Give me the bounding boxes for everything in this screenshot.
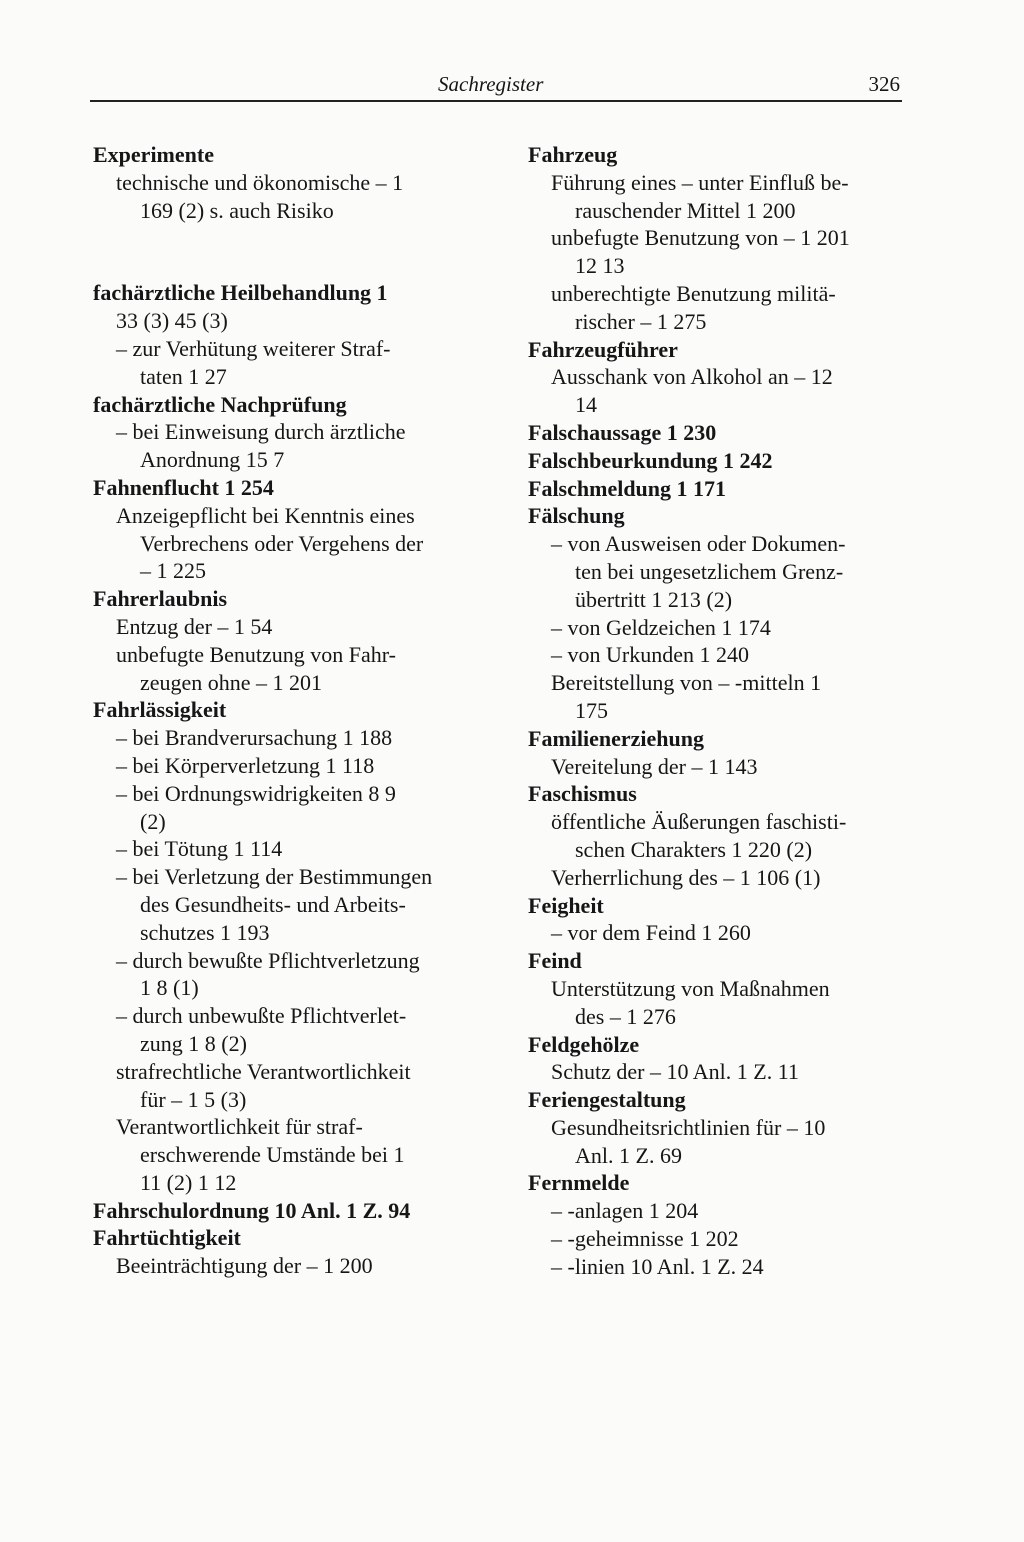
- index-entry: – durch bewußte Pflichtverletzung: [116, 947, 420, 973]
- index-entry: – von Ausweisen oder Dokumen-: [551, 531, 846, 557]
- running-header: [90, 72, 902, 102]
- index-entry: 12 13: [575, 253, 625, 279]
- index-entry: zeugen ohne – 1 201: [140, 669, 323, 695]
- index-entry: des Gesundheits- und Arbeits-: [140, 891, 406, 917]
- index-entry: zung 1 8 (2): [140, 1030, 247, 1056]
- index-column-right: [528, 141, 904, 1281]
- index-entry: erschwerende Umstände bei 1: [140, 1142, 405, 1168]
- index-entry: rischer – 1 275: [575, 308, 707, 334]
- index-heading: Feriengestaltung: [528, 1087, 686, 1113]
- index-entry: – bei Ordnungswidrigkeiten 8 9: [116, 780, 396, 806]
- page-number: 326: [868, 72, 900, 96]
- index-heading: Fahrzeug: [528, 142, 618, 167]
- index-heading: Fahrtüchtigkeit: [93, 1225, 241, 1251]
- index-heading: Fahrlässigkeit: [93, 697, 227, 723]
- index-entry: – bei Verletzung der Bestimmungen: [116, 864, 433, 890]
- index-entry: des – 1 276: [575, 1003, 676, 1029]
- index-entry: – 1 225: [140, 558, 206, 584]
- index-entry: Verherrlichung des – 1 106 (1): [551, 864, 821, 890]
- index-heading: fachärztliche Heilbehandlung 1: [93, 280, 388, 306]
- index-entry: Schutz der – 10 Anl. 1 Z. 11: [551, 1059, 799, 1085]
- index-entry: – von Geldzeichen 1 174: [551, 614, 771, 640]
- index-entry: Beeinträchtigung der – 1 200: [116, 1253, 373, 1279]
- index-entry: – vor dem Feind 1 260: [551, 920, 751, 946]
- index-entry: Anzeigepflicht bei Kenntnis eines: [116, 502, 415, 528]
- index-entry: Bereitstellung von – -mitteln 1: [551, 670, 822, 696]
- index-entry: – von Urkunden 1 240: [551, 642, 749, 668]
- index-entry: Verbrechens oder Vergehens der: [140, 530, 424, 556]
- index-entry: unberechtigte Benutzung militä-: [551, 280, 836, 306]
- index-entry: – -linien 10 Anl. 1 Z. 24: [551, 1253, 764, 1279]
- index-entry: technische und ökonomische – 1: [116, 169, 404, 195]
- index-entry: 169 (2) s. auch Risiko: [140, 197, 334, 223]
- index-heading: Falschaussage 1 230: [528, 419, 717, 445]
- index-entry: Anl. 1 Z. 69: [575, 1142, 682, 1168]
- index-entry: Ausschank von Alkohol an – 12: [551, 364, 833, 390]
- index-entry: Unterstützung von Maßnahmen: [551, 975, 830, 1001]
- index-entry: – durch unbewußte Pflichtverlet-: [116, 1003, 407, 1029]
- index-heading: Falschmeldung 1 171: [528, 475, 727, 501]
- index-entry: – bei Körperverletzung 1 118: [116, 752, 375, 778]
- index-entry: öffentliche Äußerungen faschisti-: [551, 809, 847, 835]
- index-entry: schutzes 1 193: [140, 919, 270, 945]
- index-heading: Familienerziehung: [528, 725, 704, 751]
- index-entry: – -anlagen 1 204: [551, 1198, 699, 1224]
- index-column-left: [93, 141, 483, 1280]
- index-entry: für – 1 5 (3): [140, 1086, 247, 1112]
- index-entry: ten bei ungesetzlichem Grenz-: [575, 558, 844, 584]
- index-entry: unbefugte Benutzung von – 1 201: [551, 225, 850, 251]
- index-entry: Anordnung 15 7: [140, 447, 285, 473]
- index-heading: Fahrschulordnung 10 Anl. 1 Z. 94: [93, 1197, 411, 1223]
- index-heading: Experimente: [93, 142, 214, 167]
- index-entry: Führung eines – unter Einfluß be-: [551, 169, 849, 195]
- index-heading: Fahrerlaubnis: [93, 586, 228, 612]
- index-entry: – bei Einweisung durch ärztliche: [116, 419, 406, 445]
- index-entry: Entzug der – 1 54: [116, 613, 273, 639]
- index-entry: Gesundheitsrichtlinien für – 10: [551, 1114, 826, 1140]
- index-heading: Feigheit: [528, 892, 604, 918]
- index-heading: Feldgehölze: [528, 1031, 640, 1057]
- index-entry: strafrechtliche Verantwortlichkeit: [116, 1058, 411, 1084]
- index-entry: – zur Verhütung weiterer Straf-: [116, 335, 391, 361]
- index-entry: unbefugte Benutzung von Fahr-: [116, 641, 396, 667]
- index-entry: 11 (2) 1 12: [140, 1169, 237, 1195]
- index-entry: (2): [140, 808, 166, 834]
- index-entry: rauschender Mittel 1 200: [575, 197, 796, 223]
- index-heading: Fahrzeugführer: [528, 336, 678, 362]
- index-entry: schen Charakters 1 220 (2): [575, 836, 813, 862]
- index-heading: Fälschung: [528, 503, 625, 529]
- index-entry: 33 (3) 45 (3): [116, 308, 228, 334]
- index-entry: taten 1 27: [140, 363, 227, 389]
- index-entry: – bei Brandverursachung 1 188: [116, 725, 393, 751]
- index-heading: Feind: [528, 948, 582, 974]
- index-entry: 1 8 (1): [140, 975, 199, 1001]
- spacer: [93, 224, 483, 279]
- index-entry: übertritt 1 213 (2): [575, 586, 733, 612]
- index-entry: 14: [575, 392, 597, 418]
- index-entry: – -geheimnisse 1 202: [551, 1226, 739, 1252]
- index-entry: Vereitelung der – 1 143: [551, 753, 758, 779]
- index-heading: Falschbeurkundung 1 242: [528, 447, 773, 473]
- index-heading: Fahnenflucht 1 254: [93, 474, 274, 500]
- index-heading: Faschismus: [528, 781, 637, 807]
- index-entry: 175: [575, 697, 608, 723]
- index-heading: fachärztliche Nachprüfung: [93, 391, 347, 417]
- header-title: Sachregister: [438, 72, 544, 96]
- index-entry: – bei Tötung 1 114: [116, 836, 283, 862]
- index-heading: Fernmelde: [528, 1170, 630, 1196]
- index-entry: Verantwortlichkeit für straf-: [116, 1114, 363, 1140]
